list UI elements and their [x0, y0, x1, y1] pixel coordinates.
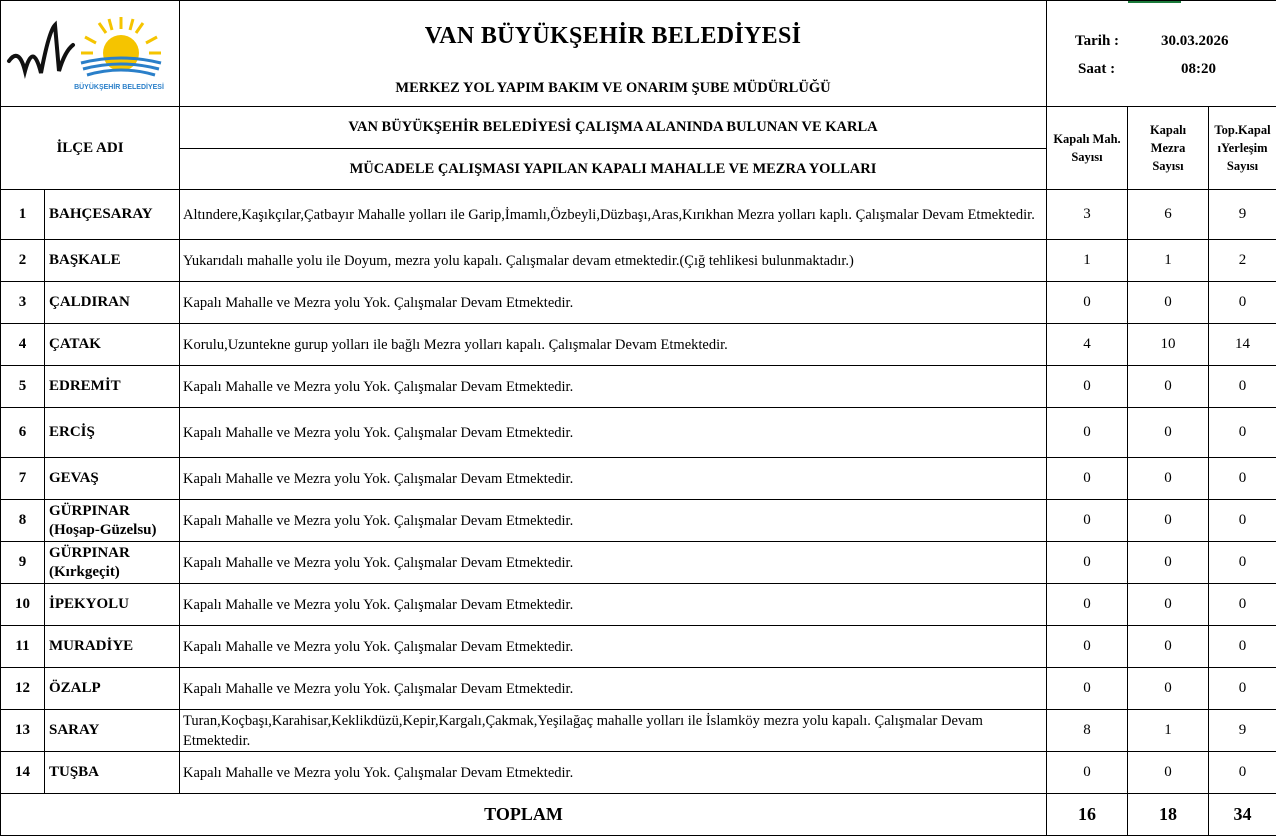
- district-name: [45, 282, 180, 324]
- district-name-line1: BAŞKALE: [49, 251, 179, 270]
- org-title: VAN BÜYÜKŞEHİR BELEDİYESİ: [180, 23, 1046, 50]
- time-value: 08:20: [1181, 61, 1216, 78]
- closed-mah-count: 0: [1047, 282, 1128, 324]
- row-number: 8: [1, 500, 45, 542]
- district-column-header: İLÇE ADI: [1, 107, 180, 190]
- district-name: [45, 626, 180, 668]
- closed-mah-header-line1: Kapalı Mah.: [1047, 130, 1127, 148]
- column-header-row-1: [1, 107, 1276, 149]
- total-closed-count: 9: [1209, 710, 1276, 752]
- closed-mezra-header-line3: Sayısı: [1128, 157, 1208, 175]
- closed-mah-count: 1: [1047, 240, 1128, 282]
- totals-row: [1, 794, 1276, 836]
- total-closed-count: 0: [1209, 458, 1276, 500]
- row-number: 9: [1, 542, 45, 584]
- row-number: 7: [1, 458, 45, 500]
- total-closed-count: 0: [1209, 408, 1276, 458]
- district-name-line1: SARAY: [49, 721, 179, 740]
- row-number: 1: [1, 190, 45, 240]
- closed-mah-count: 0: [1047, 542, 1128, 584]
- logo-caption: BÜYÜKŞEHİR BELEDİYESİ: [74, 82, 164, 91]
- closed-mezra-count: 6: [1128, 190, 1209, 240]
- closed-mah-header: [1047, 107, 1128, 190]
- row-number: 12: [1, 668, 45, 710]
- closed-mezra-count: 0: [1128, 458, 1209, 500]
- table-row: [1, 668, 1276, 710]
- district-name-line1: BAHÇESARAY: [49, 205, 179, 224]
- description-header-line2: MÜCADELE ÇALIŞMASI YAPILAN KAPALI MAHALLE VE MEZRA YOLLARI: [180, 149, 1047, 190]
- total-closed-count: 14: [1209, 324, 1276, 366]
- total-closed-count: 2: [1209, 240, 1276, 282]
- row-number: 6: [1, 408, 45, 458]
- table-row: [1, 282, 1276, 324]
- closed-mah-count: 3: [1047, 190, 1128, 240]
- district-name: [45, 752, 180, 794]
- table-row: [1, 458, 1276, 500]
- district-name-line1: ÇALDIRAN: [49, 293, 179, 312]
- closed-mezra-count: 10: [1128, 324, 1209, 366]
- district-name-line1: GÜRPINAR: [49, 544, 179, 563]
- closed-mezra-count: 0: [1128, 282, 1209, 324]
- total-closed-header-line3: Sayısı: [1209, 157, 1276, 175]
- closed-mezra-count: 0: [1128, 668, 1209, 710]
- total-closed-count: 0: [1209, 542, 1276, 584]
- total-closed-count: 0: [1209, 366, 1276, 408]
- district-name: [45, 542, 180, 584]
- table-row: [1, 366, 1276, 408]
- district-name-line1: MURADİYE: [49, 637, 179, 656]
- table-row: [1, 542, 1276, 584]
- table-row: [1, 500, 1276, 542]
- district-name: [45, 584, 180, 626]
- road-status-description: Kapalı Mahalle ve Mezra yolu Yok. Çalışmalar Devam Etmektedir.: [180, 408, 1047, 458]
- totals-closed-mah: 16: [1047, 794, 1128, 836]
- district-name: [45, 500, 180, 542]
- closed-mah-count: 0: [1047, 366, 1128, 408]
- district-name-line1: ERCİŞ: [49, 423, 179, 442]
- closed-mah-header-line2: Sayısı: [1047, 148, 1127, 166]
- district-name-line1: İPEKYOLU: [49, 595, 179, 614]
- closed-mezra-count: 1: [1128, 240, 1209, 282]
- district-name: [45, 408, 180, 458]
- closed-mah-count: 0: [1047, 584, 1128, 626]
- date-value: 30.03.2026: [1161, 33, 1229, 50]
- district-name: [45, 240, 180, 282]
- table-row: [1, 752, 1276, 794]
- table-row: [1, 240, 1276, 282]
- date-cell: [1047, 1, 1276, 107]
- road-status-description: Yukarıdalı mahalle yolu ile Doyum, mezra yolu kapalı. Çalışmalar devam etmektedir.(Çığ tehlikesi bulunmaktadır.): [180, 240, 1047, 282]
- closed-mah-count: 0: [1047, 668, 1128, 710]
- row-number: 14: [1, 752, 45, 794]
- district-name-line1: TUŞBA: [49, 763, 179, 782]
- closed-mezra-count: 0: [1128, 752, 1209, 794]
- totals-label: TOPLAM: [1, 794, 1047, 836]
- table-row: [1, 584, 1276, 626]
- closed-mezra-count: 0: [1128, 366, 1209, 408]
- closed-mezra-count: 0: [1128, 626, 1209, 668]
- district-name: [45, 668, 180, 710]
- row-number: 13: [1, 710, 45, 752]
- district-name-line2: (Kırkgeçit): [49, 563, 179, 582]
- closed-mah-count: 0: [1047, 458, 1128, 500]
- closed-mah-count: 4: [1047, 324, 1128, 366]
- van-wordmark: [9, 25, 73, 73]
- closed-mezra-count: 0: [1128, 542, 1209, 584]
- district-name-line1: EDREMİT: [49, 377, 179, 396]
- row-number: 11: [1, 626, 45, 668]
- date-label: Tarih :: [1075, 33, 1119, 50]
- total-closed-header: [1209, 107, 1276, 190]
- total-closed-count: 0: [1209, 584, 1276, 626]
- row-number: 3: [1, 282, 45, 324]
- row-number: 2: [1, 240, 45, 282]
- description-header-line1: VAN BÜYÜKŞEHİR BELEDİYESİ ÇALIŞMA ALANINDA BULUNAN VE KARLA: [180, 107, 1047, 149]
- road-status-description: Kapalı Mahalle ve Mezra yolu Yok. Çalışmalar Devam Etmektedir.: [180, 584, 1047, 626]
- district-name: [45, 710, 180, 752]
- closed-mezra-count: 0: [1128, 408, 1209, 458]
- department-title: MERKEZ YOL YAPIM BAKIM VE ONARIM ŞUBE MÜDÜRLÜĞÜ: [180, 80, 1046, 97]
- time-label: Saat :: [1078, 61, 1115, 78]
- district-name-line2: (Hoşap-Güzelsu): [49, 521, 179, 540]
- total-closed-count: 0: [1209, 668, 1276, 710]
- district-name: [45, 190, 180, 240]
- total-closed-header-line1: Top.Kapal: [1209, 121, 1276, 139]
- table-row: [1, 324, 1276, 366]
- closed-mah-count: 0: [1047, 626, 1128, 668]
- road-status-description: Kapalı Mahalle ve Mezra yolu Yok. Çalışmalar Devam Etmektedir.: [180, 366, 1047, 408]
- total-closed-count: 0: [1209, 282, 1276, 324]
- road-status-description: Kapalı Mahalle ve Mezra yolu Yok. Çalışmalar Devam Etmektedir.: [180, 458, 1047, 500]
- road-status-description: Korulu,Uzuntekne gurup yolları ile bağlı Mezra yolları kapalı. Çalışmalar Devam Etmektedir.: [180, 324, 1047, 366]
- road-status-description: Kapalı Mahalle ve Mezra yolu Yok. Çalışmalar Devam Etmektedir.: [180, 282, 1047, 324]
- road-status-description: Altındere,Kaşıkçılar,Çatbayır Mahalle yolları ile Garip,İmamlı,Özbeyli,Düzbaşı,Aras,Kırıkhan Mezra yolları kaplı. Çalışmalar Devam Etmektedir.: [180, 190, 1047, 240]
- road-status-description: Turan,Koçbaşı,Karahisar,Keklikdüzü,Kepir,Kargalı,Çakmak,Yeşilağaç mahalle yolları ile İslamköy mezra yolu kapalı. Çalışmalar Devam Etmektedir.: [180, 710, 1047, 752]
- row-number: 5: [1, 366, 45, 408]
- district-name-line1: ÖZALP: [49, 679, 179, 698]
- road-status-description: Kapalı Mahalle ve Mezra yolu Yok. Çalışmalar Devam Etmektedir.: [180, 542, 1047, 584]
- road-status-description: Kapalı Mahalle ve Mezra yolu Yok. Çalışmalar Devam Etmektedir.: [180, 752, 1047, 794]
- road-status-description: Kapalı Mahalle ve Mezra yolu Yok. Çalışmalar Devam Etmektedir.: [180, 500, 1047, 542]
- closed-mah-count: 0: [1047, 752, 1128, 794]
- total-closed-count: 9: [1209, 190, 1276, 240]
- closed-mezra-header-line1: Kapalı: [1128, 121, 1208, 139]
- title-cell: [180, 1, 1047, 107]
- closed-mezra-header: [1128, 107, 1209, 190]
- totals-total: 34: [1209, 794, 1276, 836]
- table-row: [1, 408, 1276, 458]
- district-name-line1: GÜRPINAR: [49, 502, 179, 521]
- district-name: [45, 458, 180, 500]
- closed-mah-count: 8: [1047, 710, 1128, 752]
- total-closed-header-line2: ıYerleşim: [1209, 139, 1276, 157]
- municipality-logo: [1, 1, 176, 101]
- road-status-description: Kapalı Mahalle ve Mezra yolu Yok. Çalışmalar Devam Etmektedir.: [180, 668, 1047, 710]
- row-number: 4: [1, 324, 45, 366]
- closed-mezra-count: 1: [1128, 710, 1209, 752]
- total-closed-count: 0: [1209, 752, 1276, 794]
- header-row: [1, 1, 1276, 107]
- closed-mezra-count: 0: [1128, 584, 1209, 626]
- table-row: [1, 190, 1276, 240]
- totals-closed-mezra: 18: [1128, 794, 1209, 836]
- closed-mezra-header-line2: Mezra: [1128, 139, 1208, 157]
- district-name-line1: GEVAŞ: [49, 469, 179, 488]
- district-name-line1: ÇATAK: [49, 335, 179, 354]
- total-closed-count: 0: [1209, 500, 1276, 542]
- row-number: 10: [1, 584, 45, 626]
- district-name: [45, 366, 180, 408]
- road-status-description: Kapalı Mahalle ve Mezra yolu Yok. Çalışmalar Devam Etmektedir.: [180, 626, 1047, 668]
- logo-cell: [1, 1, 180, 107]
- closed-mezra-count: 0: [1128, 500, 1209, 542]
- closed-mah-count: 0: [1047, 500, 1128, 542]
- table-row: [1, 626, 1276, 668]
- total-closed-count: 0: [1209, 626, 1276, 668]
- closed-mah-count: 0: [1047, 408, 1128, 458]
- table-row: [1, 710, 1276, 752]
- district-name: [45, 324, 180, 366]
